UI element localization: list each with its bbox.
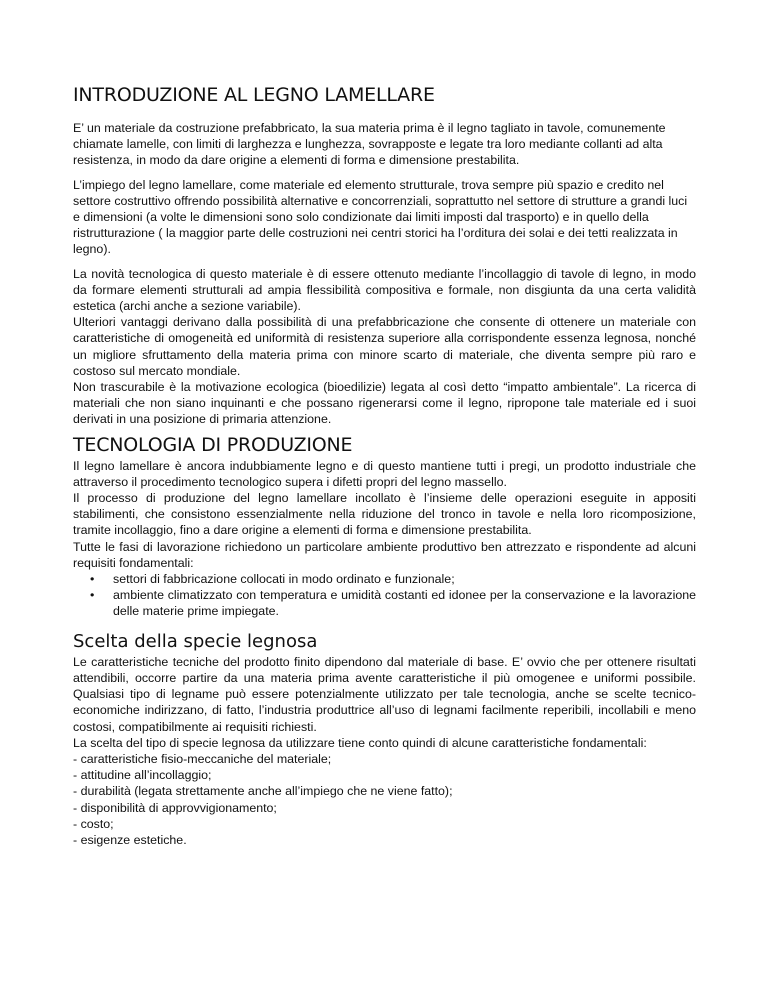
dash-item: - attitudine all’incollaggio; [73, 768, 212, 783]
dash-item: - durabilità (legata strettamente anche all’impiego che ne viene fatto); [73, 784, 453, 799]
intro-paragraph-3: La novità tecnologica di questo materiale è di essere ottenuto mediante l’incollaggio di tavole di legno, in modo da formare elementi strutturali ad ampia flessibilità compositiva e formale, non disgiunta da una certa validità estetica (archi anche a sezione variabile). [73, 266, 696, 314]
section-heading-tecnologia: TECNOLOGIA DI PRODUZIONE [73, 433, 353, 456]
dash-item: - costo; [73, 816, 114, 831]
list-item [90, 587, 696, 619]
scelta-paragraph-1: Le caratteristiche tecniche del prodotto finito dipendono dal materiale di base. E’ ovvio che per ottenere risultati attendibili, occorre partire da una materia prima avente caratteristiche il più omogenee e uniformi possibile. Qualsiasi tipo di legname può essere potenzialmente utilizzato per tale tecnologia, anche se scelte tecnico-economiche indirizzano, di fatto, l’industria produttrice all’uso di legnami facilmente reperibili, incollabili e meno costosi, compatibilmente ai requisiti richiesti. [73, 654, 696, 734]
list-item-text: settori di fabbricazione collocati in modo ordinato e funzionale; [113, 572, 455, 587]
section-heading-scelta: Scelta della specie legnosa [73, 630, 318, 652]
bullet-icon: • [90, 572, 95, 587]
list-item [90, 571, 696, 587]
document-page [73, 82, 696, 848]
tech-paragraph-1: Il legno lamellare è ancora indubbiamente legno e di questo mantiene tutti i pregi, un prodotto industriale che attraverso il procedimento tecnologico supera i difetti propri del legno massello. [73, 458, 696, 489]
intro-paragraph-1: E’ un materiale da costruzione prefabbricato, la sua materia prima è il legno tagliato in tavole, comunemente chiamate lamelle, con limiti di larghezza e lunghezza, sovrapposte e legate tra loro mediante collanti ad alta resistenza, in modo da dare origine a elementi di forma e dimensione prestabilita. [73, 121, 666, 168]
tech-paragraph-3: Tutte le fasi di lavorazione richiedono un particolare ambiente produttivo ben attrezzato e rispondente ad alcuni requisiti fondamentali: [73, 539, 696, 570]
intro-paragraph-2: L’impiego del legno lamellare, come materiale ed elemento strutturale, trova sempre più spazio e credito nel settore costruttivo offrendo possibilità alternative e concorrenziali, soprattutto nel settore di strutture a grandi luci e dimensioni (a volte le dimensioni sono solo condizionate dai limiti imposti dal trasporto) e in quello della ristrutturazione ( la maggior parte delle costruzioni nei centri storici ha l’orditura dei solai e dei tetti realizzata in legno). [73, 177, 688, 257]
dash-item: - disponibilità di approvvigionamento; [73, 800, 277, 815]
scelta-paragraph-2: La scelta del tipo di specie legnosa da utilizzare tiene conto quindi di alcune caratteristiche fondamentali: [73, 735, 647, 750]
section-heading-introduzione: INTRODUZIONE AL LEGNO LAMELLARE [73, 84, 435, 106]
intro-paragraph-5: Non trascurabile è la motivazione ecologica (bioedilizie) legata al così detto “impatto ambientale”. La ricerca di materiali che non siano inquinanti e che possano rigenerarsi come il legno, ripropone tale materiale ed i suoi derivati in una posizione di primaria attenzione. [73, 380, 696, 427]
requirements-list [73, 571, 696, 620]
list-item-text: ambiente climatizzato con temperatura e umidità costanti ed idonee per la conservazione e la lavorazione delle materie prime impiegate. [113, 588, 696, 619]
dash-item: - caratteristiche fisio-meccaniche del materiale; [73, 751, 332, 766]
tech-paragraph-2: Il processo di produzione del legno lamellare incollato è l’insieme delle operazioni eseguite in appositi stabilimenti, che consistono essenzialmente nella riduzione del tronco in tavole e nella loro ricomposizione, tramite incollaggio, fino a dare origine a elementi di forma e dimensione prestabilita. [73, 491, 696, 538]
bullet-icon: • [90, 588, 95, 603]
intro-paragraph-4: Ulteriori vantaggi derivano dalla possibilità di una prefabbricazione che consente di ottenere un materiale con caratteristiche di omogeneità ed uniformità di resistenza superiore alla corrispondente essenza legnosa, nonché un migliore sfruttamento della materia prima con minore scarto di materiale, che diventa sempre più raro e costoso sul mercato mondiale. [73, 315, 696, 378]
dash-item: - esigenze estetiche. [73, 832, 187, 847]
